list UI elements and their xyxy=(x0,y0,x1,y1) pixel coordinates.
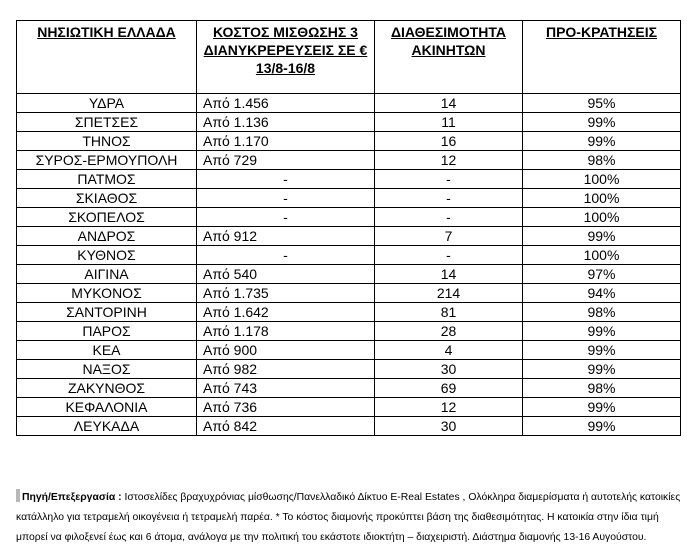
cell-availability: 12 xyxy=(375,398,523,417)
cell-cost: Από 540 xyxy=(197,265,375,284)
table-body xyxy=(17,94,681,436)
cell-island: ΣΑΝΤΟΡΙΝΗ xyxy=(17,303,197,322)
source-footnote xyxy=(16,488,684,548)
header-availability: ΔΙΑΘΕΣΙΜΟΤΗΤΑ ΑΚΙΝΗΤΩΝ xyxy=(375,21,523,94)
cell-availability: 11 xyxy=(375,113,523,132)
cell-bookings: 99% xyxy=(523,398,681,417)
cell-availability: 4 xyxy=(375,341,523,360)
cell-island: ΑΙΓΙΝΑ xyxy=(17,265,197,284)
cell-cost: Από 912 xyxy=(197,227,375,246)
cell-availability: 14 xyxy=(375,94,523,113)
cell-cost: Από 743 xyxy=(197,379,375,398)
cell-bookings: 100% xyxy=(523,189,681,208)
cell-cost: Από 842 xyxy=(197,417,375,436)
header-cost: ΚΟΣΤΟΣ ΜΙΣΘΩΣΗΣ 3 ΔΙΑΝΥΚΡΕΡΕΥΣΕΙΣ ΣΕ € 13/8-16/8 xyxy=(197,21,375,94)
header-island: ΝΗΣΙΩΤΙΚΗ ΕΛΛΑΔΑ xyxy=(17,21,197,94)
cell-cost: Από 1.170 xyxy=(197,132,375,151)
cell-cost: - xyxy=(197,208,375,227)
cell-cost: Από 982 xyxy=(197,360,375,379)
table-header-row xyxy=(17,21,681,94)
table-row xyxy=(17,132,681,151)
footnote-label: Πηγή/Επεξεργασία : xyxy=(22,492,122,503)
cell-island: ΚΕΑ xyxy=(17,341,197,360)
cell-island: ΚΕΦΑΛΟΝΙΑ xyxy=(17,398,197,417)
cell-island: ΖΑΚΥΝΘΟΣ xyxy=(17,379,197,398)
table-row xyxy=(17,265,681,284)
table-row xyxy=(17,360,681,379)
cell-island: ΣΚΟΠΕΛΟΣ xyxy=(17,208,197,227)
cell-cost: Από 1.456 xyxy=(197,94,375,113)
cell-bookings: 100% xyxy=(523,208,681,227)
cell-island: ΣΚΙΑΘΟΣ xyxy=(17,189,197,208)
table-row xyxy=(17,189,681,208)
cell-island: ΚΥΘΝΟΣ xyxy=(17,246,197,265)
cell-availability: 28 xyxy=(375,322,523,341)
footnote-text: Ιστοσελίδες βραχυχρόνιας μίσθωσης/Πανελλαδικό Δίκτυο E-Real Estates , Ολόκληρα διαμερίσματα ή αυτοτελής κατοικίες κατάλληλο για τετραμελή οικογένεια ή τετραμελή παρέα. * Το κόστος διαμονής προκύπτει βάση της διαθεσιμότητας. Η κατοικία στην ίδια τιμή μπορεί να φιλοξενεί έως και 6 άτομα, ανάλογα με την πολιτική του εκάστοτε ιδιοκτήτη – διαχειριστή. Διάστημα διαμονής 13-16 Αυγούστου. xyxy=(16,492,681,543)
table-row xyxy=(17,246,681,265)
cell-island: ΜΥΚΟΝΟΣ xyxy=(17,284,197,303)
cell-cost: - xyxy=(197,170,375,189)
table-row xyxy=(17,151,681,170)
table-row xyxy=(17,284,681,303)
cell-availability: 30 xyxy=(375,417,523,436)
table-row xyxy=(17,303,681,322)
cell-bookings: 99% xyxy=(523,322,681,341)
cell-cost: Από 1.178 xyxy=(197,322,375,341)
cell-cost: - xyxy=(197,246,375,265)
cell-cost: Από 1.136 xyxy=(197,113,375,132)
cell-cost: Από 1.735 xyxy=(197,284,375,303)
cell-island: ΑΝΔΡΟΣ xyxy=(17,227,197,246)
cell-island: ΤΗΝΟΣ xyxy=(17,132,197,151)
cell-cost: Από 736 xyxy=(197,398,375,417)
cell-availability: 12 xyxy=(375,151,523,170)
cell-island: ΥΔΡΑ xyxy=(17,94,197,113)
table-row xyxy=(17,417,681,436)
cell-bookings: 99% xyxy=(523,132,681,151)
cell-island: ΝΑΞΟΣ xyxy=(17,360,197,379)
cell-availability: 7 xyxy=(375,227,523,246)
table-row xyxy=(17,208,681,227)
cell-availability: - xyxy=(375,170,523,189)
cell-island: ΣΥΡΟΣ-ΕΡΜΟΥΠΟΛΗ xyxy=(17,151,197,170)
cell-bookings: 98% xyxy=(523,379,681,398)
cell-bookings: 98% xyxy=(523,303,681,322)
table-row xyxy=(17,227,681,246)
cell-bookings: 95% xyxy=(523,94,681,113)
cell-bookings: 94% xyxy=(523,284,681,303)
cell-availability: 214 xyxy=(375,284,523,303)
table-row xyxy=(17,170,681,189)
cell-availability: - xyxy=(375,189,523,208)
cell-bookings: 100% xyxy=(523,246,681,265)
table-row xyxy=(17,379,681,398)
cell-bookings: 99% xyxy=(523,360,681,379)
cell-island: ΛΕΥΚΑΔΑ xyxy=(17,417,197,436)
cell-bookings: 100% xyxy=(523,170,681,189)
table-row xyxy=(17,322,681,341)
cell-bookings: 99% xyxy=(523,417,681,436)
cell-bookings: 99% xyxy=(523,227,681,246)
table-row xyxy=(17,398,681,417)
footnote-marker xyxy=(16,489,20,502)
cell-availability: 69 xyxy=(375,379,523,398)
cell-island: ΣΠΕΤΣΕΣ xyxy=(17,113,197,132)
cell-availability: - xyxy=(375,246,523,265)
cell-cost: Από 729 xyxy=(197,151,375,170)
cell-island: ΠΑΤΜΟΣ xyxy=(17,170,197,189)
cell-cost: - xyxy=(197,189,375,208)
cell-availability: 30 xyxy=(375,360,523,379)
table-row xyxy=(17,341,681,360)
cell-availability: - xyxy=(375,208,523,227)
cell-availability: 14 xyxy=(375,265,523,284)
cell-island: ΠΑΡΟΣ xyxy=(17,322,197,341)
header-bookings: ΠΡΟ-ΚΡΑΤΗΣΕΙΣ xyxy=(523,21,681,94)
cell-cost: Από 900 xyxy=(197,341,375,360)
cell-availability: 16 xyxy=(375,132,523,151)
cell-bookings: 99% xyxy=(523,113,681,132)
cell-bookings: 99% xyxy=(523,341,681,360)
cell-bookings: 97% xyxy=(523,265,681,284)
island-rentals-table xyxy=(16,20,681,436)
cell-availability: 81 xyxy=(375,303,523,322)
table-row xyxy=(17,113,681,132)
cell-cost: Από 1.642 xyxy=(197,303,375,322)
cell-bookings: 98% xyxy=(523,151,681,170)
table-row xyxy=(17,94,681,113)
